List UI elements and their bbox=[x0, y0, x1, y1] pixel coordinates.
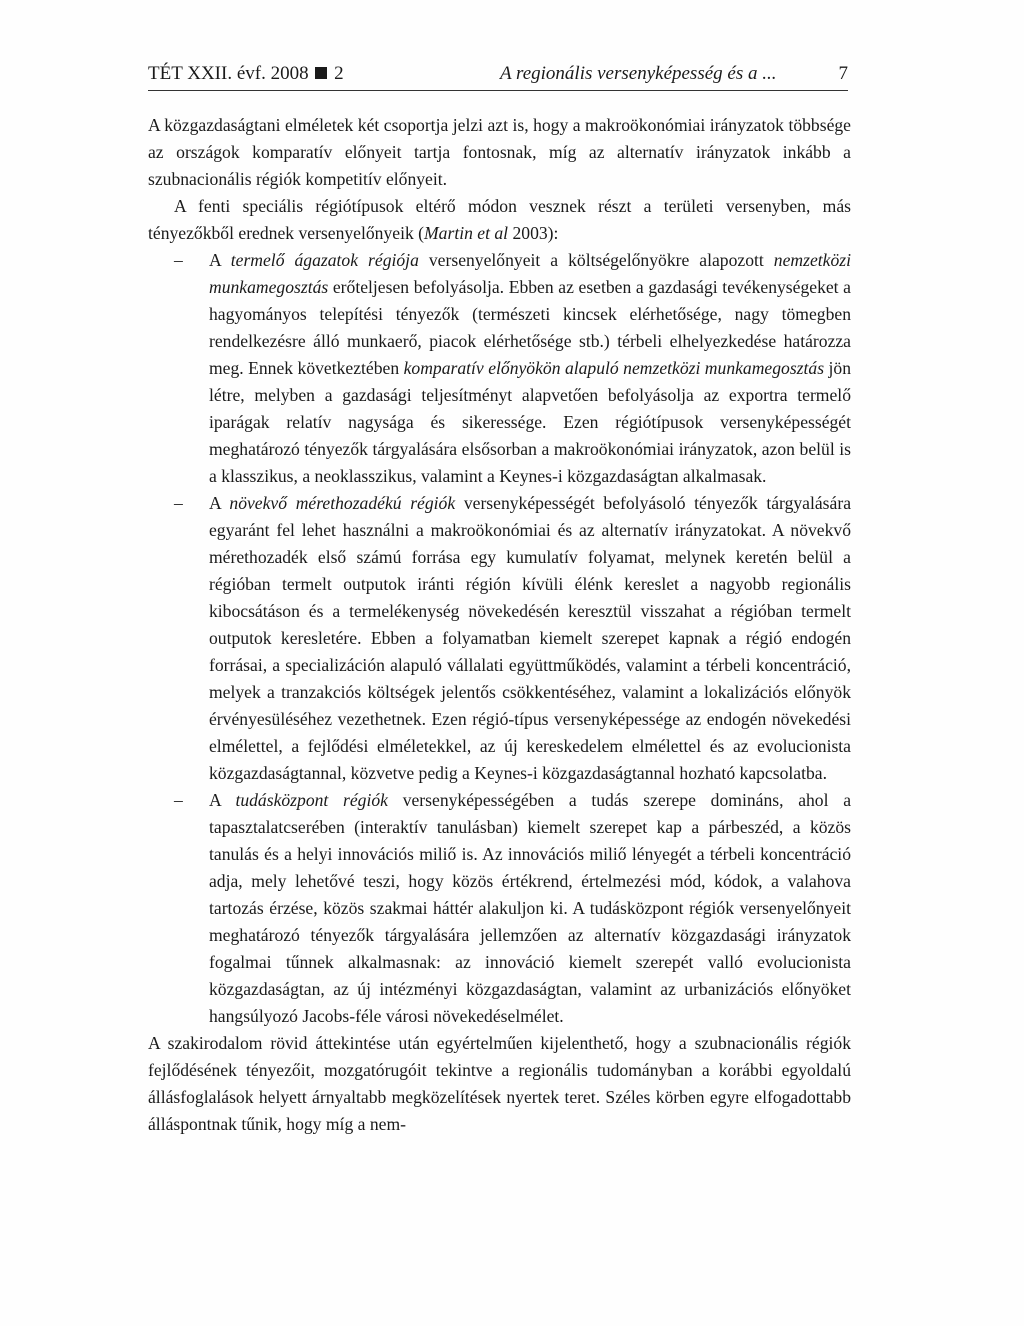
list-item bbox=[148, 490, 851, 787]
dash-bullet: – bbox=[174, 493, 183, 513]
paragraph-1: A közgazdaságtani elméletek két csoportja jelzi azt is, hogy a makroökonómiai irányzatok többsége az országok komparatív előnyeit tartja fontosnak, míg az alternatív irányzatok inkább a szubnacionális régiók kompetitív előnyeit. bbox=[148, 115, 851, 189]
item-text: A bbox=[209, 493, 230, 513]
paragraph-2-end: 2003): bbox=[508, 223, 559, 243]
item-text: versenyképességét befolyásoló tényezők tárgyalására egyaránt fel lehet használni a makroökonómiai és az alternatív irányzatokat. A növekvő mérethozadék első számú forrása egy kumulatív folyamat, melynek keretén belül a régióban termelt outputok iránti régión kívüli élénk kereslet a nagyobb regionális kibocsátáson és a termelékenység növekedésén keresztül visszahat a régióban termelt outputok keresletére. Ebben a folyamatban kiemelt szerepet kapnak a régió endogén forrásai, a specializáción alapuló vállalati együttműködés, valamint a térbeli koncentráció, melyek a tranzakciós költségek jelentős csökkentéséhez, valamint a lokalizációs előnyök érvényesüléséhez vezethetnek. Ezen régió-típus versenyképessége az endogén növekedési elmélettel, a fejlődési elméletekkel, az új kereskedelem elmélettel és az evolucionista közgazdaságtannal, közvetve pedig a Keynes-i közgazdaságtannal hozható kapcsolatba. bbox=[209, 493, 851, 783]
body-text bbox=[148, 112, 851, 1138]
list-item bbox=[148, 247, 851, 490]
item-text: A bbox=[209, 790, 236, 810]
issue-number: 2 bbox=[334, 63, 344, 84]
key-term: komparatív előnyökön alapuló nemzetközi munkamegosztás bbox=[403, 358, 825, 378]
key-term: nemzetközi munkamegosztás bbox=[209, 250, 851, 297]
dash-bullet: – bbox=[174, 790, 183, 810]
item-text: jön létre, melyben a gazdasági teljesítményt alapvetően befolyásolja az exportra termelő iparágak relatív nagysága és sikeressége. Ezen régiótípusok versenyképességét meghatározó tényezők tárgyalására elsősorban a makroökonómiai irányzatok, azon belül is a klasszikus, a neoklasszikus, valamint a Keynes-i közgazdaságtan alkalmasak. bbox=[209, 358, 851, 486]
key-term: termelő ágazatok régiója bbox=[230, 250, 419, 270]
running-header bbox=[148, 62, 848, 91]
key-term: tudásközpont régiók bbox=[235, 790, 388, 810]
citation: Martin et al bbox=[424, 223, 509, 243]
item-text: versenyképességében a tudás szerepe domináns, ahol a tapasztalatcserében (interaktív tanulásban) kiemelt szerepet kap a párbeszéd, a közös tanulás és a helyi innovációs miliő is. Az innovációs miliő lényegét a térbeli koncentráció adja, mely lehetővé teszi, hogy közös értékrend, értelmezési mód, kódok, a valahova tartozás érzése, közös szakmai háttér alakuljon ki. A tudásközpont régiók versenyelőnyeit meghatározó tényezők tárgyalására jellemzően az alternatív közgazdasági irányzatok fogalmai tűnnek alkalmasnak: az innováció kiemelt szerepét valló evolucionista közgazdaságtan, az új intézményi közgazdaságtan, valamint az urbanizációs előnyöket hangsúlyozó Jacobs-féle városi növekedéselmélet. bbox=[209, 790, 852, 1026]
journal-title: TÉT XXII. évf. 2008 bbox=[148, 63, 309, 84]
journal-info bbox=[148, 62, 344, 86]
page-number: 7 bbox=[838, 63, 848, 84]
item-text: versenyelőnyeit a költségelőnyökre alapozott bbox=[418, 250, 774, 270]
running-title: A regionális versenyképesség és a ... bbox=[500, 63, 777, 84]
square-bullet-icon bbox=[315, 67, 327, 79]
paragraph-2-text: A fenti speciális régiótípusok eltérő módon vesznek részt a területi versenyben, más tényezőkből erednek versenyelőnyeik ( bbox=[148, 196, 851, 243]
list-item bbox=[148, 787, 851, 1030]
dash-bullet: – bbox=[174, 250, 183, 270]
paragraph-2 bbox=[148, 193, 851, 247]
item-text: A bbox=[209, 250, 231, 270]
closing-paragraph: A szakirodalom rövid áttekintése után egyértelműen kijelenthető, hogy a szubnacionális régiók fejlődésének tényezőit, mozgatórugóit tekintve a regionális tudományban a korábbi egyoldalú állásfoglalások helyett árnyaltabb megközelítések nyertek teret. Széles körben egyre elfogadottabb álláspontnak tűnik, hogy míg a nem- bbox=[148, 1033, 851, 1134]
item-text: erőteljesen befolyásolja. Ebben az esetben a gazdasági tevékenységeket a hagyományos telepítési tényezők (természeti kincsek elérhetősége, nagy tömegben rendelkezésre álló munkaerő, piacok elérhetősége stb.) térbeli elhelyezkedése határozza meg. Ennek következtében bbox=[209, 277, 851, 378]
key-term: növekvő mérethozadékú régiók bbox=[229, 493, 456, 513]
